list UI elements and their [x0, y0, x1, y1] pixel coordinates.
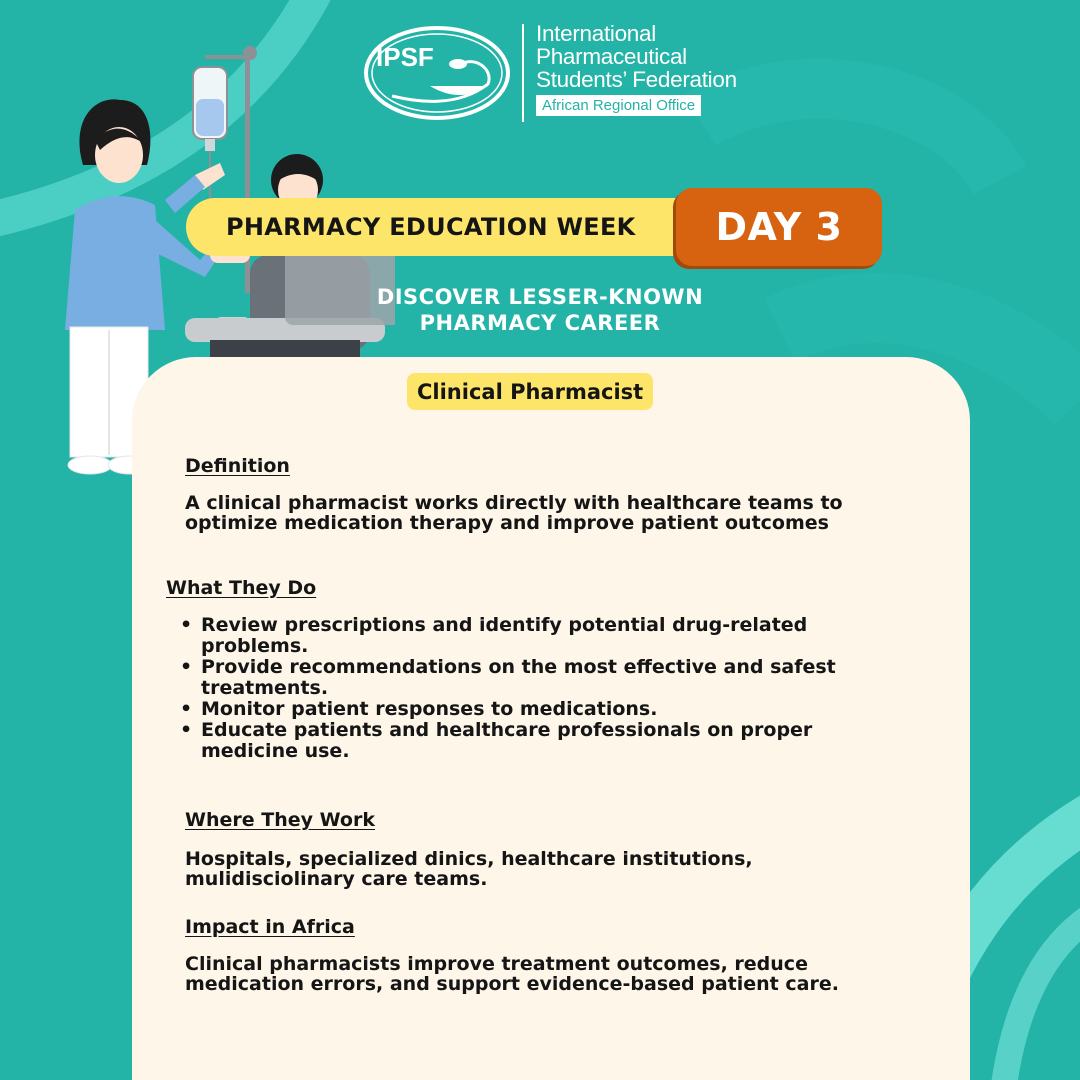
logo-line-1: International: [536, 21, 656, 46]
day-label: DAY 3: [715, 205, 843, 249]
subtitle-line-2: PHARMACY CAREER: [419, 311, 661, 335]
where-they-work-text: Hospitals, specialized dinics, healthcare institutions, mulidisciolinary care teams.: [185, 848, 753, 890]
impact-text: Clinical pharmacists improve treatment outcomes, reduce medication errors, and support evidence-based patient care.: [185, 953, 839, 995]
definition-heading: Definition: [185, 455, 290, 477]
event-banner: [186, 198, 698, 256]
logo-divider: [522, 24, 524, 122]
ipsf-emblem-text: IPSF: [376, 42, 434, 72]
logo-line-2: Pharmaceutical: [536, 44, 687, 69]
career-title: Clinical Pharmacist: [407, 373, 653, 410]
ipsf-logo: [362, 21, 737, 124]
event-title: PHARMACY EDUCATION WEEK: [226, 213, 636, 241]
page-subtitle: [340, 284, 740, 336]
impact-heading: Impact in Africa: [185, 916, 355, 938]
logo-line-3: Students’ Federation: [536, 67, 737, 92]
list-item: • Monitor patient responses to medications.: [180, 699, 880, 720]
list-item: • Provide recommendations on the most effective and safest treatments.: [180, 657, 880, 699]
duties-list: [180, 615, 880, 762]
what-they-do-heading: What They Do: [166, 577, 317, 599]
list-item: • Educate patients and healthcare professionals on proper medicine use.: [180, 720, 880, 762]
day-badge: [676, 188, 882, 266]
where-they-work-heading: Where They Work: [185, 809, 375, 831]
subtitle-line-1: DISCOVER LESSER-KNOWN: [376, 285, 704, 309]
logo-subtitle: African Regional Office: [536, 95, 701, 116]
definition-text: A clinical pharmacist works directly with healthcare teams to optimize medication therapy and improve patient outcomes: [185, 492, 843, 534]
list-item: • Review prescriptions and identify potential drug-related problems.: [180, 615, 880, 657]
logo-wordmark: [536, 22, 737, 91]
